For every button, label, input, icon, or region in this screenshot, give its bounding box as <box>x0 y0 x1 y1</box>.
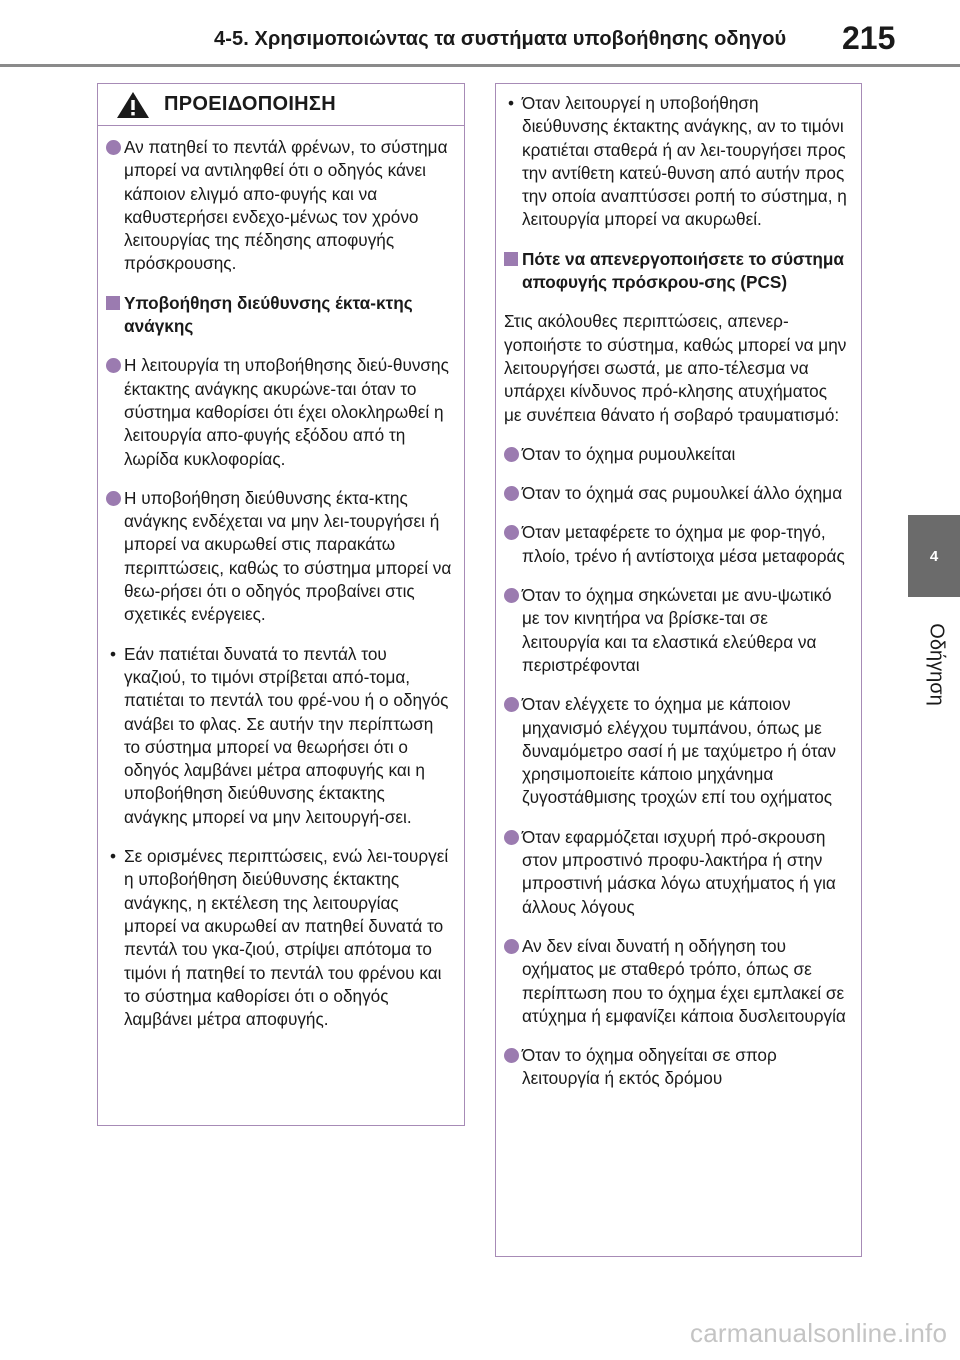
chapter-tab <box>908 515 960 597</box>
paragraph-text: Στις ακόλουθες περιπτώσεις, απενερ-γοποιήστε το σύστημα, καθώς μπορεί να μην λειτουργήσει σωστά, με απο-τέλεσμα να υπάρχει κίνδυνος πρό-κλησης ατυχήματος με συνέπεια θάνατο ή σοβαρό τραυματισμό: <box>504 311 847 425</box>
dash-item <box>106 643 452 829</box>
bullet-item <box>106 487 452 627</box>
bullet-dot-icon <box>504 447 519 462</box>
warning-box <box>97 83 465 1126</box>
bullet-dot-icon <box>504 525 519 540</box>
bullet-item <box>106 354 452 470</box>
bullet-item <box>504 826 849 919</box>
bullet-dot-icon <box>504 697 519 712</box>
warning-title: ΠΡΟΕΙΔΟΠΟΙΗΣΗ <box>164 93 336 115</box>
dash-bullet-icon: • <box>110 846 117 867</box>
dash-item <box>504 92 849 232</box>
warning-triangle-icon <box>116 91 150 119</box>
watermark: carmanualsonline.info <box>690 1318 948 1348</box>
warning-header <box>98 84 464 126</box>
bullet-text: Όταν το όχημά σας ρυμουλκεί άλλο όχημα <box>522 483 843 504</box>
dash-bullet-icon: • <box>110 643 117 664</box>
bullet-dot-icon <box>504 486 519 501</box>
dash-item <box>106 845 452 1031</box>
bullet-text: Όταν μεταφέρετε το όχημα με φορ-τηγό, πλοίο, τρένο ή αντίστοιχα μέσα μεταφοράς <box>522 522 845 566</box>
info-box <box>495 83 862 1257</box>
bullet-dot-icon <box>504 939 519 954</box>
bullet-text: Όταν το όχημα ρυμουλκείται <box>522 443 736 464</box>
bullet-text: Η λειτουργία τη υποβοήθησης διεύ-θυνσης έκτακτης ανάγκης ακυρώνε-ται όταν το σύστημα καθορίσει ότι έχει ολοκληρωθεί η λειτουργία απο-φυγής εξόδου από τη λωρίδα κυκλοφορίας. <box>124 355 449 469</box>
dash-text: Εάν πατιέται δυνατά το πεντάλ του γκαζιού, το τιμόνι στρίβεται από-τομα, πατιέται το πεντάλ του φρέ-νου ή ο οδηγός ανάβει το φλας. Σε αυτήν την περίπτωση το σύστημα μπορεί να θεωρήσει ότι ο οδηγός λαμβάνει μέτρα αποφυγής και η υποβοήθηση διεύθυνσης έκτακτης ανάγκης μπορεί να μην λειτουργή-σει. <box>124 643 449 827</box>
bullet-text: Η υποβοήθηση διεύθυνσης έκτα-κτης ανάγκης ενδέχεται να μην λει-τουργήσει ή μπορεί να ακυρωθεί στις παρακάτω περιπτώσεις, καθώς το σύστημα μπορεί να θεω-ρήσει ότι ο οδηγός προβαίνει στις σχετικές ενέργειες. <box>124 487 452 625</box>
square-marker-icon <box>106 296 120 310</box>
section-heading-text: Υποβοήθηση διεύθυνσης έκτα-κτης ανάγκης <box>124 292 413 337</box>
chapter-label-text: Οδήγηση <box>925 622 948 706</box>
bullet-item <box>504 443 849 466</box>
bullet-dot-icon <box>504 1048 519 1063</box>
paragraph <box>504 310 849 426</box>
bullet-item <box>504 693 849 809</box>
bullet-item <box>106 136 452 276</box>
section-heading <box>106 292 452 339</box>
bullet-dot-icon <box>106 491 121 506</box>
bullet-text: Όταν ελέγχετε το όχημα με κάποιον μηχανισμό ελέγχου τυμπάνου, όπως με δυναμόμετρο σασί ή με ταχύμετρο ή όταν χρησιμοποιείτε κάποιο μηχάνημα ζυγοστάθμισης τροχών επί του οχήματος <box>522 694 836 808</box>
bullet-text: Όταν το όχημα σηκώνεται με ανυ-ψωτικό με τον κινητήρα να βρίσκε-ται σε λειτουργία και τα ελαστικά ελεύθερα να περιστρέφονται <box>522 585 832 675</box>
bullet-item <box>504 584 849 677</box>
bullet-text: Όταν το όχημα οδηγείται σε σπορ λειτουργία ή εκτός δρόμου <box>522 1045 777 1089</box>
page-number: 215 <box>842 20 896 56</box>
info-content <box>496 84 861 1091</box>
bullet-item <box>504 521 849 568</box>
bullet-text: Αν δεν είναι δυνατή η οδήγηση του οχήματος με σταθερό τρόπο, όπως σε περίπτωση που το όχημα έχει εμπλακεί σε ατύχημα ή εμφανίζει κάποια δυσλειτουργία <box>522 935 846 1026</box>
bullet-dot-icon <box>106 358 121 373</box>
square-marker-icon <box>504 252 518 266</box>
bullet-text: Όταν εφαρμόζεται ισχυρή πρό-σκρουση στον μπροστινό προφυ-λακτήρα ή στην μπροστινή μάσκα λόγω ατυχήματος ή για άλλους λόγους <box>522 826 836 917</box>
bullet-dot-icon <box>504 830 519 845</box>
dash-bullet-icon: • <box>508 93 515 113</box>
section-heading-text: Πότε να απενεργοποιήσετε το σύστημα αποφυγής πρόσκρου-σης (PCS) <box>522 248 844 293</box>
bullet-item <box>504 935 849 1028</box>
bullet-item <box>504 1044 849 1091</box>
section-heading <box>504 248 849 295</box>
bullet-item <box>504 482 849 505</box>
chapter-number: 4 <box>929 547 939 565</box>
dash-text: Σε ορισμένες περιπτώσεις, ενώ λει-τουργεί η υποβοήθηση διεύθυνσης έκτακτης ανάγκης, η εκτέλεση της λειτουργίας μπορεί να ακυρωθεί αν πατηθεί δυνατά το πεντάλ του γκα-ζιού, στρίψει απότομα το τιμόνι ή πατηθεί το πεντάλ του φρένου και το σύστημα καθορίσει ότι ο οδηγός λαμβάνει μέτρα αποφυγής. <box>124 846 449 1030</box>
chapter-label <box>916 604 956 724</box>
header-rule <box>0 64 960 67</box>
header-title: 4-5. Χρησιμοποιώντας τα συστήματα υποβοήθησης οδηγού <box>214 28 787 50</box>
warning-content <box>98 126 464 1031</box>
bullet-dot-icon <box>504 588 519 603</box>
dash-text: Όταν λειτουργεί η υποβοήθηση διεύθυνσης έκτακτης ανάγκης, αν το τιμόνι κρατιέται σταθερά ή αν λει-τουργήσει προς την αντίθετη κατεύ-θυνση από αυτήν προς την οποία αναπτύσσει ροπή το σύστημα, η λειτουργία μπορεί να ακυρωθεί. <box>522 93 847 230</box>
bullet-dot-icon <box>106 140 121 155</box>
bullet-text: Αν πατηθεί το πεντάλ φρένων, το σύστημα μπορεί να αντιληφθεί ότι ο οδηγός κάνει κάποιον ελιγμό απο-φυγής και να καθυστερήσει ενδεχο-μένως τον χρόνο λειτουργίας της πέδησης αποφυγής πρόσκρουσης. <box>124 137 448 274</box>
